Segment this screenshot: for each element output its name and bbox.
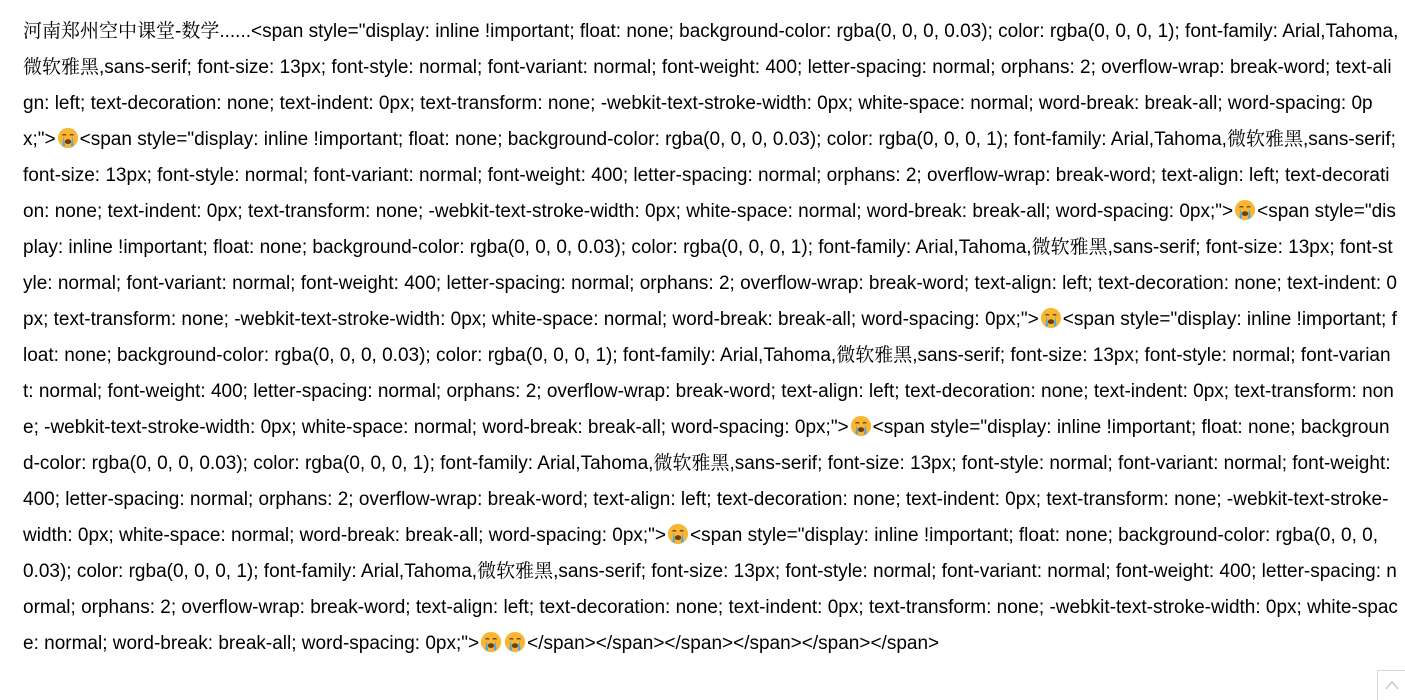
raw-html-segment: <span style="display: inline !important; float: none; background-color: rgba(0, 0, 0, 0.03); color: rgba(0, 0, 0, 1); font-family: Arial,Tahoma,微软雅黑,sans-serif; font-size: 13px; font-style: normal; font-variant: normal; font-weight: 400; letter-spacing: normal; orphans: 2; overflow-wrap: break-word; text-align: left; text-decoration: none; text-indent: 0px; text-transform: none; -webkit-text-stroke-width: 0px; white-space: normal; word-break: break-all; word-spacing: 0px;">	[23, 525, 1398, 654]
closing-tags: </span></span></span></span></span></span>	[527, 633, 940, 654]
raw-html-segment: <span style="display: inline !important; float: none; background-color: rgba(0, 0, 0, 0.03); color: rgba(0, 0, 0, 1); font-family: Arial,Tahoma,微软雅黑,sans-serif; font-size: 13px; font-style: normal; font-variant: normal; font-weight: 400; letter-spacing: normal; orphans: 2; overflow-wrap: break-word; text-align: left; text-decoration: none; text-indent: 0px; text-transform: none; -webkit-text-stroke-width: 0px; white-space: normal; word-break: break-all; word-spacing: 0px;">	[23, 309, 1397, 438]
post-body	[23, 14, 1399, 662]
raw-html-segment: <span style="display: inline !important; float: none; background-color: rgba(0, 0, 0, 0.03); color: rgba(0, 0, 0, 1); font-family: Arial,Tahoma,微软雅黑,sans-serif; font-size: 13px; font-style: normal; font-variant: normal; font-weight: 400; letter-spacing: normal; orphans: 2; overflow-wrap: break-word; text-align: left; text-decoration: none; text-indent: 0px; text-transform: none; -webkit-text-stroke-width: 0px; white-space: normal; word-break: break-all; word-spacing: 0px;">	[23, 201, 1397, 330]
loudly-crying-face-icon	[57, 127, 79, 149]
raw-html-segment: <span style="display: inline !important; float: none; background-color: rgba(0, 0, 0, 0.03); color: rgba(0, 0, 0, 1); font-family: Arial,Tahoma,微软雅黑,sans-serif; font-size: 13px; font-style: normal; font-variant: normal; font-weight: 400; letter-spacing: normal; orphans: 2; overflow-wrap: break-word; text-align: left; text-decoration: none; text-indent: 0px; text-transform: none; -webkit-text-stroke-width: 0px; white-space: normal; word-break: break-all; word-spacing: 0px;">	[23, 129, 1396, 222]
raw-html-segment: <span style="display: inline !important; float: none; background-color: rgba(0, 0, 0, 0.03); color: rgba(0, 0, 0, 1); font-family: Arial,Tahoma,微软雅黑,sans-serif; font-size: 13px; font-style: normal; font-variant: normal; font-weight: 400; letter-spacing: normal; orphans: 2; overflow-wrap: break-word; text-align: left; text-decoration: none; text-indent: 0px; text-transform: none; -webkit-text-stroke-width: 0px; white-space: normal; word-break: break-all; word-spacing: 0px;">	[23, 21, 1399, 150]
post-title: 河南郑州空中课堂-数学......	[23, 21, 252, 42]
loudly-crying-face-icon	[480, 631, 502, 653]
chevron-up-icon	[1384, 679, 1400, 691]
loudly-crying-face-icon	[1234, 199, 1256, 221]
loudly-crying-face-icon	[1040, 307, 1062, 329]
scroll-to-top-button[interactable]	[1377, 670, 1405, 700]
loudly-crying-face-icon	[504, 631, 526, 653]
loudly-crying-face-icon	[850, 415, 872, 437]
raw-html-segment: <span style="display: inline !important; float: none; background-color: rgba(0, 0, 0, 0.03); color: rgba(0, 0, 0, 1); font-family: Arial,Tahoma,微软雅黑,sans-serif; font-size: 13px; font-style: normal; font-variant: normal; font-weight: 400; letter-spacing: normal; orphans: 2; overflow-wrap: break-word; text-align: left; text-decoration: none; text-indent: 0px; text-transform: none; -webkit-text-stroke-width: 0px; white-space: normal; word-break: break-all; word-spacing: 0px;">	[23, 417, 1391, 546]
loudly-crying-face-icon	[667, 523, 689, 545]
